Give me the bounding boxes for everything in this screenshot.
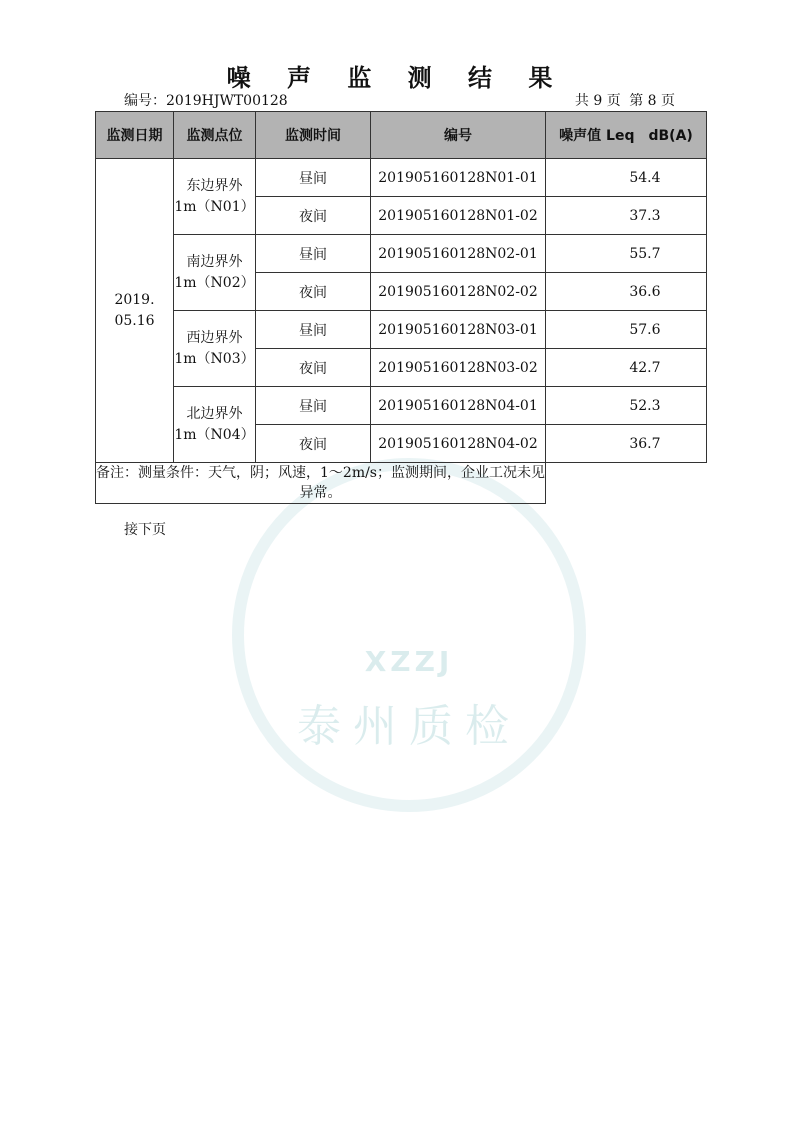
time-cell: 昼间	[256, 235, 371, 273]
continued-note: 接下页	[124, 522, 166, 538]
point-cell	[174, 235, 256, 311]
noise-results-table	[95, 111, 707, 504]
watermark-seal	[232, 458, 586, 812]
point-line-2: 1m（N02）	[174, 274, 255, 291]
value-text: 37.3	[629, 207, 661, 224]
time-cell: 夜间	[256, 349, 371, 387]
value-cell	[546, 159, 707, 197]
point-line-1: 北边界外	[186, 405, 243, 422]
point-line-1: 西边界外	[186, 329, 243, 346]
pagination	[571, 90, 675, 110]
document-number: 编号：2019HJWT00128	[124, 93, 288, 109]
value-cell	[546, 235, 707, 273]
header-time: 监测时间	[256, 112, 371, 159]
watermark-abbr: XZZJ	[364, 645, 454, 678]
point-line-2: 1m（N01）	[174, 198, 255, 215]
time-cell: 昼间	[256, 311, 371, 349]
code-cell: 201905160128N02-01	[371, 235, 546, 273]
time-cell: 夜间	[256, 425, 371, 463]
value-text: 54.4	[629, 169, 661, 186]
header-point: 监测点位	[174, 112, 256, 159]
header-code: 编号	[371, 112, 546, 159]
value-text: 55.7	[629, 245, 661, 262]
remark-cell: 备注：测量条件：天气，阴；风速，1～2m/s；监测期间，企业工况未见异常。	[96, 463, 546, 504]
code-cell: 201905160128N03-01	[371, 311, 546, 349]
code-cell: 201905160128N01-01	[371, 159, 546, 197]
point-line-2: 1m（N04）	[174, 426, 255, 443]
time-cell: 昼间	[256, 159, 371, 197]
table-row-remark	[96, 463, 707, 504]
value-cell	[546, 425, 707, 463]
value-cell	[546, 273, 707, 311]
time-cell: 昼间	[256, 387, 371, 425]
table-row	[96, 311, 707, 349]
date-cell	[96, 159, 174, 463]
value-text: 36.6	[629, 283, 661, 300]
code-cell: 201905160128N04-02	[371, 425, 546, 463]
value-text: 42.7	[629, 359, 661, 376]
table-row	[96, 387, 707, 425]
value-text: 52.3	[629, 397, 661, 414]
header-date: 监测日期	[96, 112, 174, 159]
page-total: 共 9 页	[574, 93, 621, 109]
time-cell: 夜间	[256, 197, 371, 235]
value-cell	[546, 387, 707, 425]
point-line-1: 东边界外	[186, 177, 243, 194]
code-cell: 201905160128N04-01	[371, 387, 546, 425]
value-text: 36.7	[629, 435, 661, 452]
value-cell	[546, 349, 707, 387]
code-cell: 201905160128N02-02	[371, 273, 546, 311]
page-current: 第 8 页	[629, 93, 675, 109]
table-row	[96, 235, 707, 273]
watermark-name: 泰州质检	[297, 701, 521, 752]
point-line-2: 1m（N03）	[174, 350, 255, 367]
point-line-1: 南边界外	[186, 253, 243, 270]
time-cell: 夜间	[256, 273, 371, 311]
table-row	[96, 159, 707, 197]
page-title: 噪 声 监 测 结 果	[226, 64, 567, 92]
date-line-1: 2019.	[114, 291, 155, 308]
point-cell	[174, 311, 256, 387]
code-cell: 201905160128N01-02	[371, 197, 546, 235]
header-value: 噪声值 Leq dB(A)	[546, 112, 707, 159]
value-cell	[546, 197, 707, 235]
point-cell	[174, 387, 256, 463]
value-cell	[546, 311, 707, 349]
value-text: 57.6	[629, 321, 661, 338]
code-cell: 201905160128N03-02	[371, 349, 546, 387]
point-cell	[174, 159, 256, 235]
table-header-row	[96, 112, 707, 159]
date-line-2: 05.16	[114, 312, 155, 329]
